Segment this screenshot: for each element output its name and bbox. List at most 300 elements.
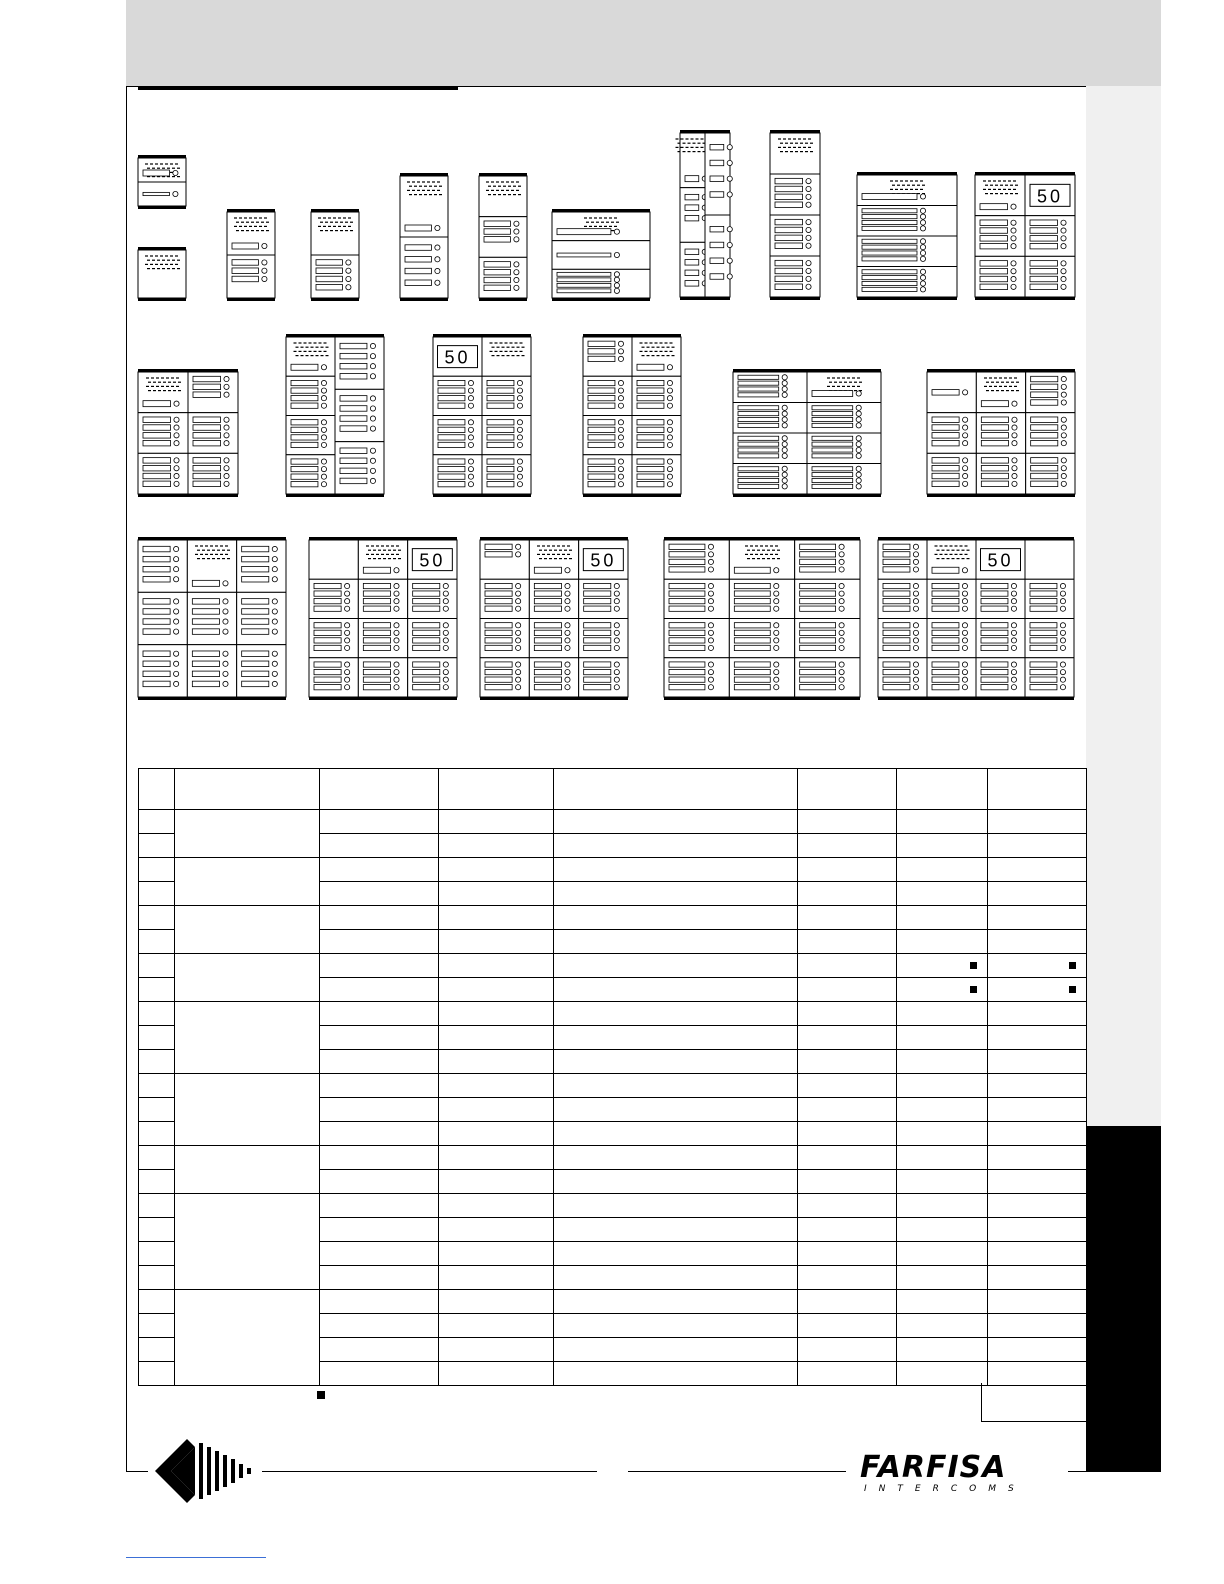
call-button	[346, 260, 351, 265]
name-label	[192, 671, 219, 677]
name-label	[363, 591, 390, 596]
call-button	[517, 388, 522, 393]
panel-frame-top	[664, 537, 860, 540]
name-label	[883, 669, 910, 674]
call-button	[394, 583, 399, 588]
call-button	[272, 629, 277, 634]
intercom-panel	[878, 537, 1074, 700]
call-button	[708, 630, 713, 635]
name-label	[883, 598, 910, 603]
name-label	[143, 681, 170, 687]
call-button	[394, 677, 399, 682]
table-cell	[439, 930, 554, 954]
name-label	[314, 623, 341, 628]
call-button	[618, 466, 623, 471]
call-button	[1012, 466, 1017, 471]
table-cell	[897, 1122, 988, 1146]
brand-tagline: INTERCOMS	[864, 1484, 1026, 1494]
name-label	[340, 416, 367, 422]
name-label	[143, 609, 170, 615]
call-button	[708, 559, 713, 564]
name-label	[734, 645, 770, 650]
bottom-link-rule	[126, 1557, 266, 1558]
table-cell	[798, 1218, 897, 1242]
company-logo	[155, 1437, 255, 1505]
table-cell	[798, 1314, 897, 1338]
table-cell	[320, 1194, 439, 1218]
name-label	[232, 260, 258, 266]
intercom-panel	[138, 537, 286, 700]
call-button	[223, 581, 228, 586]
name-label	[413, 638, 440, 643]
name-label	[1030, 243, 1058, 248]
call-button	[806, 194, 811, 199]
table-cell	[988, 810, 1087, 834]
call-button	[920, 208, 925, 213]
panel-module	[1025, 540, 1074, 579]
name-label	[800, 559, 836, 564]
call-button	[1012, 417, 1017, 422]
name-label	[413, 623, 440, 628]
call-button	[913, 638, 918, 643]
call-button	[516, 638, 521, 643]
name-label	[637, 466, 664, 471]
name-label	[314, 583, 341, 588]
call-button	[614, 272, 619, 277]
display-digits: 50	[1036, 186, 1064, 207]
call-button	[1061, 261, 1066, 266]
table-cell	[439, 1002, 554, 1026]
table-cell	[798, 882, 897, 906]
call-button	[614, 583, 619, 588]
name-label	[637, 427, 664, 432]
table-cell	[897, 906, 988, 930]
name-label	[932, 433, 959, 438]
name-label	[710, 242, 724, 248]
call-button	[913, 583, 918, 588]
call-button	[262, 276, 267, 281]
call-button	[565, 623, 570, 628]
table-cell	[320, 810, 439, 834]
name-label	[291, 474, 318, 479]
table-cell	[320, 1362, 439, 1386]
call-button	[443, 630, 448, 635]
name-label	[487, 442, 514, 447]
call-button	[1060, 677, 1065, 682]
panel-frame-top	[138, 537, 286, 540]
table-cell	[897, 1050, 988, 1074]
name-label	[588, 380, 615, 385]
name-label	[932, 638, 959, 643]
name-label	[242, 661, 269, 667]
call-button	[468, 435, 473, 440]
table-cell	[798, 1050, 897, 1074]
name-label	[413, 685, 440, 690]
name-label	[883, 685, 910, 690]
call-button	[806, 202, 811, 207]
call-button	[614, 252, 619, 257]
name-label	[363, 606, 390, 611]
panel-frame-bottom	[138, 494, 238, 497]
name-label	[981, 458, 1008, 463]
name-label	[242, 556, 269, 562]
name-label	[557, 289, 611, 293]
name-label	[438, 403, 465, 408]
call-button	[667, 442, 672, 447]
table-cell	[554, 882, 798, 906]
call-button	[346, 276, 351, 281]
table-cell	[897, 1338, 988, 1362]
name-label	[584, 685, 611, 690]
call-button	[565, 669, 570, 674]
call-button	[370, 374, 375, 379]
name-label	[981, 425, 1008, 430]
name-label	[980, 243, 1008, 248]
call-button	[774, 591, 779, 596]
call-button	[774, 606, 779, 611]
table-cell	[320, 1218, 439, 1242]
table-cell	[554, 1122, 798, 1146]
name-label	[775, 194, 803, 200]
name-label	[980, 261, 1008, 266]
call-button	[667, 388, 672, 393]
call-button	[856, 436, 861, 441]
name-label	[812, 467, 853, 471]
table-cell	[320, 1122, 439, 1146]
section-tab	[1086, 1126, 1161, 1472]
call-button	[1060, 685, 1065, 690]
name-label	[981, 598, 1008, 603]
call-button	[321, 466, 326, 471]
call-button	[174, 401, 179, 406]
call-button	[963, 466, 968, 471]
call-button	[913, 623, 918, 628]
name-label	[143, 440, 171, 445]
availability-mark	[1069, 962, 1076, 969]
name-label	[1030, 284, 1058, 289]
call-button	[223, 661, 228, 666]
name-label	[734, 662, 770, 667]
name-label	[232, 243, 258, 249]
call-button	[614, 591, 619, 596]
call-button	[321, 442, 326, 447]
table-row	[139, 906, 1087, 930]
name-label	[143, 651, 170, 657]
name-label	[588, 403, 615, 408]
table-cell	[897, 1218, 988, 1242]
panel-frame-bottom	[433, 494, 531, 497]
name-label	[812, 412, 853, 416]
table-cell	[988, 1290, 1087, 1314]
call-button	[913, 630, 918, 635]
call-button	[174, 671, 179, 676]
name-label	[738, 393, 779, 397]
call-button	[1011, 669, 1016, 674]
call-button	[806, 243, 811, 248]
call-button	[514, 285, 519, 290]
call-button	[856, 405, 861, 410]
call-button	[394, 645, 399, 650]
panel-frame-bottom	[857, 297, 957, 300]
name-label	[775, 276, 803, 282]
call-button	[394, 591, 399, 596]
panel-configurations-illustration	[0, 0, 1224, 760]
call-button	[782, 447, 787, 452]
call-button	[468, 474, 473, 479]
table-cell	[320, 1026, 439, 1050]
table-cell	[554, 1218, 798, 1242]
name-label	[485, 591, 512, 596]
display-digits: 50	[590, 550, 617, 571]
call-button	[614, 606, 619, 611]
call-button	[174, 619, 179, 624]
name-label	[637, 482, 664, 487]
call-button	[856, 417, 861, 422]
name-label	[669, 638, 705, 643]
call-button	[963, 433, 968, 438]
call-button	[708, 685, 713, 690]
name-label	[405, 225, 431, 231]
call-button	[920, 226, 925, 231]
call-button	[345, 591, 350, 596]
name-label	[242, 546, 269, 552]
call-button	[782, 478, 787, 483]
name-label	[340, 458, 367, 464]
call-button	[856, 478, 861, 483]
call-button	[1011, 228, 1016, 233]
name-label	[192, 619, 219, 625]
call-button	[173, 191, 178, 196]
call-button	[839, 591, 844, 596]
name-label	[534, 606, 561, 611]
name-label	[800, 583, 836, 588]
call-button	[727, 242, 732, 247]
name-label	[669, 559, 705, 564]
table-cell	[798, 1146, 897, 1170]
name-label	[738, 417, 779, 421]
call-button	[618, 341, 623, 346]
name-label	[1031, 465, 1058, 470]
call-button	[174, 599, 179, 604]
panel-frame-top	[552, 209, 650, 212]
name-label	[1031, 400, 1058, 405]
call-button	[468, 482, 473, 487]
intercom-panel	[400, 173, 448, 301]
name-label	[685, 205, 699, 211]
call-button	[565, 645, 570, 650]
call-button	[394, 599, 399, 604]
call-button	[618, 459, 623, 464]
call-button	[839, 645, 844, 650]
call-button	[1011, 583, 1016, 588]
table-cell	[439, 1362, 554, 1386]
call-button	[782, 392, 787, 397]
call-button	[774, 677, 779, 682]
call-button	[856, 423, 861, 428]
call-button	[782, 375, 787, 380]
table-cell	[798, 834, 897, 858]
availability-mark	[970, 962, 977, 969]
name-label	[812, 478, 853, 482]
name-label	[812, 448, 853, 452]
call-button	[708, 662, 713, 667]
intercom-panel	[664, 537, 860, 700]
name-label	[981, 645, 1008, 650]
name-label	[487, 435, 514, 440]
name-label	[1030, 623, 1057, 628]
call-button	[856, 453, 861, 458]
name-label	[487, 466, 514, 471]
panel-frame-top	[878, 537, 1074, 540]
call-button	[394, 638, 399, 643]
table-cell	[798, 1170, 897, 1194]
call-button	[614, 662, 619, 667]
name-label	[143, 401, 171, 407]
name-label	[1031, 384, 1058, 389]
table-cell	[439, 1314, 554, 1338]
panel-module	[807, 372, 881, 403]
intercom-panel	[927, 369, 1075, 497]
table-cell	[897, 882, 988, 906]
name-label	[883, 559, 910, 564]
table-cell	[439, 1194, 554, 1218]
call-button	[614, 599, 619, 604]
name-label	[143, 170, 169, 176]
footer-rule	[628, 1471, 846, 1472]
call-button	[321, 420, 326, 425]
table-cell	[988, 954, 1087, 978]
name-label	[340, 448, 367, 454]
call-button	[174, 661, 179, 666]
call-button	[1060, 630, 1065, 635]
name-label	[588, 349, 615, 354]
call-button	[920, 281, 925, 286]
table-cell	[897, 1074, 988, 1098]
call-button	[727, 258, 732, 263]
name-label	[637, 403, 664, 408]
call-button	[224, 384, 229, 389]
name-label	[980, 204, 1008, 210]
table-cell	[439, 1290, 554, 1314]
name-label	[932, 606, 959, 611]
table-cell	[320, 1338, 439, 1362]
panel-frame-bottom	[733, 494, 881, 497]
name-label	[588, 459, 615, 464]
call-button	[174, 425, 179, 430]
call-button	[1061, 425, 1066, 430]
call-button	[782, 484, 787, 489]
table-cell	[988, 1362, 1087, 1386]
call-button	[806, 284, 811, 289]
name-label	[291, 427, 318, 432]
call-button	[174, 433, 179, 438]
name-label	[487, 474, 514, 479]
call-button	[782, 411, 787, 416]
table-cell	[439, 978, 554, 1002]
call-button	[1061, 433, 1066, 438]
call-button	[667, 435, 672, 440]
table-cell	[897, 1242, 988, 1266]
table-cell	[988, 1242, 1087, 1266]
name-label	[1030, 630, 1057, 635]
call-button	[618, 349, 623, 354]
call-button	[614, 685, 619, 690]
panel-frame-top	[286, 334, 384, 337]
call-button	[962, 677, 967, 682]
name-label	[734, 606, 770, 611]
name-label	[242, 609, 269, 615]
call-button	[856, 391, 861, 396]
name-label	[314, 630, 341, 635]
call-button	[514, 229, 519, 234]
call-button	[614, 623, 619, 628]
table-cell	[798, 1122, 897, 1146]
panel-frame-top	[309, 537, 457, 540]
call-button	[272, 609, 277, 614]
call-button	[443, 583, 448, 588]
name-label	[800, 552, 836, 557]
name-label	[932, 630, 959, 635]
call-button	[345, 645, 350, 650]
name-label	[883, 645, 910, 650]
name-label	[932, 645, 959, 650]
call-button	[565, 630, 570, 635]
call-button	[774, 645, 779, 650]
call-button	[962, 669, 967, 674]
panel-frame-bottom	[680, 297, 730, 300]
table-cell	[554, 1026, 798, 1050]
table-cell	[798, 1098, 897, 1122]
call-button	[1060, 669, 1065, 674]
name-label	[932, 417, 959, 422]
call-button	[1060, 645, 1065, 650]
call-button	[618, 380, 623, 385]
call-button	[517, 427, 522, 432]
call-button	[174, 481, 179, 486]
table-row	[139, 1074, 1087, 1098]
name-label	[710, 176, 724, 182]
name-label	[291, 380, 318, 385]
call-button	[223, 599, 228, 604]
call-button	[517, 435, 522, 440]
call-button	[345, 669, 350, 674]
panel-frame-bottom	[552, 298, 650, 301]
table-cell	[439, 1074, 554, 1098]
call-button	[708, 606, 713, 611]
call-button	[667, 420, 672, 425]
name-label	[685, 176, 699, 182]
panel-frame-bottom	[400, 298, 448, 301]
table-cell	[988, 1146, 1087, 1170]
call-button	[370, 468, 375, 473]
call-button	[963, 417, 968, 422]
call-button	[321, 403, 326, 408]
name-label	[637, 388, 664, 393]
name-label	[1030, 268, 1058, 273]
name-label	[314, 645, 341, 650]
call-button	[1061, 481, 1066, 486]
call-button	[839, 552, 844, 557]
call-button	[920, 239, 925, 244]
call-button	[435, 268, 440, 273]
call-button	[517, 442, 522, 447]
call-button	[516, 677, 521, 682]
name-label	[413, 583, 440, 588]
display-digits: 50	[444, 347, 471, 368]
table-cell	[798, 906, 897, 930]
panel-frame-bottom	[480, 697, 628, 700]
panel-frame-top	[400, 173, 448, 176]
